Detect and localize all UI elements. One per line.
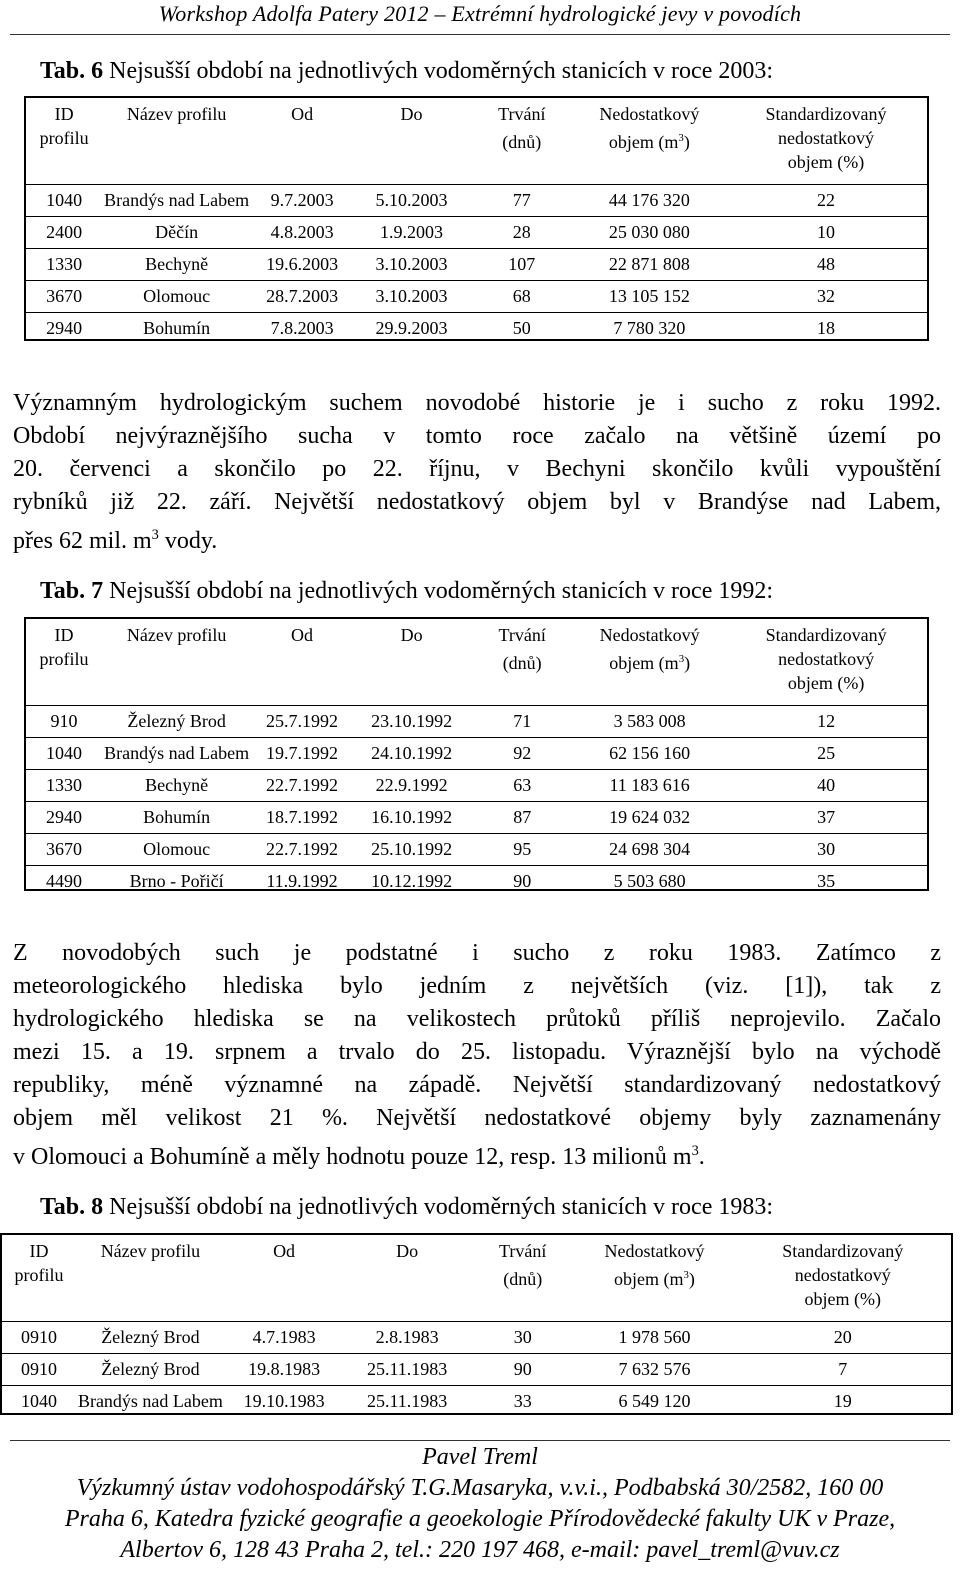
table-cell: 25 030 080: [574, 217, 725, 249]
table-cell: 20: [735, 1322, 951, 1354]
table-cell: 48: [725, 249, 927, 281]
table-cell: 63: [470, 770, 574, 802]
column-header: ID profilu: [14, 1241, 64, 1285]
table-cell: 19.10.1983: [225, 1386, 343, 1418]
table-row: [26, 249, 927, 281]
table6-label: Tab. 6: [40, 58, 104, 84]
column-header: Trvání (dnů): [499, 1241, 547, 1289]
paragraph-line: rybníků již 22. září. Největší nedostatkový objem byl v Brandýse nad Labem,: [13, 489, 941, 515]
table-cell: 24 698 304: [574, 834, 725, 866]
table-cell: 95: [470, 834, 574, 866]
table-cell: 7 780 320: [574, 313, 725, 345]
table-cell: 4.7.1983: [225, 1322, 343, 1354]
table-cell: 37: [725, 802, 927, 834]
paragraph-line: mezi 15. a 19. srpnem a trvalo do 25. listopadu. Výraznější bylo na východě: [13, 1039, 941, 1065]
table-cell: 29.9.2003: [353, 313, 470, 345]
table-cell: 77: [470, 185, 574, 217]
table-cell: Železný Brod: [76, 1354, 225, 1386]
table-cell: 18: [725, 313, 927, 345]
column-header: Název profilu: [100, 1241, 201, 1261]
table-cell: 19 624 032: [574, 802, 725, 834]
column-header: Trvání (dnů): [498, 625, 546, 673]
column-header: Do: [400, 625, 423, 645]
table-row: [26, 217, 927, 249]
table-cell: 13 105 152: [574, 281, 725, 313]
table-cell: 3.10.2003: [353, 281, 470, 313]
table-cell: Brandýs nad Labem: [76, 1386, 225, 1418]
table8-caption-text: Nejsušší období na jednotlivých vodoměrných stanicích v roce 1983:: [109, 1194, 774, 1220]
table-cell: 28: [470, 217, 574, 249]
footer-rule: [10, 1440, 950, 1441]
column-header: Od: [273, 1241, 296, 1261]
table-header-row: [26, 98, 927, 185]
table-cell: Brandýs nad Labem: [102, 185, 251, 217]
table-row: [2, 1386, 951, 1418]
table-cell: Bohumín: [102, 802, 251, 834]
table8: [2, 1235, 951, 1417]
paragraph-line: meteorologického hlediska bylo jedním z největších (viz. [1]), tak z: [13, 973, 941, 999]
table-cell: 12: [725, 706, 927, 738]
table-cell: 2940: [26, 802, 102, 834]
table-cell: Bohumín: [102, 313, 251, 345]
table-cell: 7.8.2003: [251, 313, 353, 345]
table-cell: 3670: [26, 834, 102, 866]
table-cell: 1040: [26, 738, 102, 770]
table-cell: 44 176 320: [574, 185, 725, 217]
column-header: Nedostatkový objem $(m^3)$: [599, 104, 700, 152]
table-row: [2, 1354, 951, 1386]
table-cell: 9.7.2003: [251, 185, 353, 217]
table6: [26, 98, 927, 344]
table6-caption-text: Nejsušší období na jednotlivých vodoměrných stanicích v roce 2003:: [109, 58, 774, 84]
column-header: Do: [396, 1241, 419, 1261]
running-header: Workshop Adolfa Patery 2012 – Extrémní hydrologické jevy v povodích: [158, 1, 802, 26]
footer-address-line: Praha 6, Katedra fyzické geografie a geoekologie Přírodovědecké fakulty UK v Praze,: [64, 1506, 896, 1532]
table-cell: 10: [725, 217, 927, 249]
header-rule: [10, 34, 950, 35]
table-cell: 68: [470, 281, 574, 313]
table-cell: 40: [725, 770, 927, 802]
column-header: Název profilu: [126, 625, 227, 645]
table-cell: 1040: [26, 185, 102, 217]
table-cell: 25.7.1992: [251, 706, 353, 738]
paragraph-1992: [13, 387, 941, 558]
table-cell: Děčín: [102, 217, 251, 249]
table-cell: 28.7.2003: [251, 281, 353, 313]
paragraph-line: v Olomouci a Bohumíně a měly hodnotu pouze 12, resp. 13 milionů $m^3$.: [13, 1143, 705, 1170]
column-header: ID profilu: [39, 625, 89, 669]
table-row: [26, 313, 927, 345]
column-header: Standardizovaný nedostatkový objem (%): [765, 625, 887, 693]
table-cell: 0910: [2, 1322, 76, 1354]
table-row: [26, 834, 927, 866]
table-cell: 3 583 008: [574, 706, 725, 738]
table8-label: Tab. 8: [40, 1194, 104, 1220]
table-cell: 4.8.2003: [251, 217, 353, 249]
column-header: Název profilu: [126, 104, 227, 124]
table-cell: 25.11.1983: [343, 1354, 471, 1386]
table-cell: 50: [470, 313, 574, 345]
table-cell: 30: [471, 1322, 574, 1354]
table-row: [2, 1322, 951, 1354]
table-cell: 2940: [26, 313, 102, 345]
column-header: ID profilu: [39, 104, 89, 148]
table-cell: 7: [735, 1354, 951, 1386]
footer-address: [0, 1473, 960, 1566]
table-cell: 1.9.2003: [353, 217, 470, 249]
footer-address-line: Výzkumný ústav vodohospodářský T.G.Masaryka, v.v.i., Podbabská 30/2582, 160 00: [76, 1475, 884, 1501]
table-cell: 22.7.1992: [251, 770, 353, 802]
table-cell: 5 503 680: [574, 866, 725, 898]
paragraph-line: přes 62 mil. $m^3$ vody.: [13, 527, 218, 554]
table-cell: 32: [725, 281, 927, 313]
table-cell: 19: [735, 1386, 951, 1418]
table-cell: Olomouc: [102, 834, 251, 866]
table-cell: Brandýs nad Labem: [102, 738, 251, 770]
footer-author: Pavel Treml: [422, 1444, 538, 1470]
table-cell: 16.10.1992: [353, 802, 470, 834]
table-cell: 0910: [2, 1354, 76, 1386]
column-header: Nedostatkový objem $(m^3)$: [599, 625, 700, 673]
table-row: [26, 706, 927, 738]
table-cell: 2.8.1983: [343, 1322, 471, 1354]
table-cell: 22.7.1992: [251, 834, 353, 866]
table-cell: 90: [471, 1354, 574, 1386]
table-cell: 71: [470, 706, 574, 738]
paragraph-line: Období nejvýraznějšího sucha v tomto roce začalo na většině území po: [13, 423, 941, 449]
column-header: Od: [291, 625, 314, 645]
table7-caption: [40, 578, 773, 605]
table-cell: 11.9.1992: [251, 866, 353, 898]
table-cell: 25.11.1983: [343, 1386, 471, 1418]
table-row: [26, 802, 927, 834]
table-cell: 3670: [26, 281, 102, 313]
column-header: Nedostatkový objem $(m^3)$: [604, 1241, 705, 1289]
table-cell: 30: [725, 834, 927, 866]
table-cell: Brno - Pořičí: [102, 866, 251, 898]
table-cell: 2400: [26, 217, 102, 249]
table-cell: 18.7.1992: [251, 802, 353, 834]
table-cell: 22.9.1992: [353, 770, 470, 802]
table7-label: Tab. 7: [40, 578, 104, 604]
table-cell: 107: [470, 249, 574, 281]
table-cell: 87: [470, 802, 574, 834]
table-row: [26, 770, 927, 802]
table-cell: 1330: [26, 770, 102, 802]
paragraph-1983: [13, 937, 941, 1174]
table-cell: Železný Brod: [102, 706, 251, 738]
table-header-row: [26, 619, 927, 706]
column-header: Od: [291, 104, 314, 124]
table-row: [26, 866, 927, 898]
table-cell: 4490: [26, 866, 102, 898]
table-row: [26, 738, 927, 770]
table-cell: Olomouc: [102, 281, 251, 313]
table-cell: 1330: [26, 249, 102, 281]
table-cell: 910: [26, 706, 102, 738]
column-header: Standardizovaný nedostatkový objem (%): [765, 104, 887, 172]
table-cell: 62 156 160: [574, 738, 725, 770]
table-cell: 35: [725, 866, 927, 898]
table-cell: 19.8.1983: [225, 1354, 343, 1386]
table7-caption-text: Nejsušší období na jednotlivých vodoměrných stanicích v roce 1992:: [109, 578, 774, 604]
table-cell: 6 549 120: [574, 1386, 734, 1418]
table-row: [26, 281, 927, 313]
table-cell: 25: [725, 738, 927, 770]
table-cell: 33: [471, 1386, 574, 1418]
table-header-row: [2, 1235, 951, 1322]
paragraph-line: Z novodobých such je podstatné i sucho z roku 1983. Zatímco z: [13, 940, 941, 966]
table-cell: 24.10.1992: [353, 738, 470, 770]
column-header: Standardizovaný nedostatkový objem (%): [782, 1241, 904, 1309]
table-cell: 90: [470, 866, 574, 898]
table-cell: 19.7.1992: [251, 738, 353, 770]
table-cell: 22: [725, 185, 927, 217]
paragraph-line: objem měl velikost 21 %. Největší nedostatkové objemy byly zaznamenány: [13, 1105, 941, 1131]
table6-caption: [40, 58, 773, 85]
table-cell: 19.6.2003: [251, 249, 353, 281]
column-header: Trvání (dnů): [498, 104, 546, 152]
table-cell: 23.10.1992: [353, 706, 470, 738]
paragraph-line: 20. červenci a skončilo po 22. říjnu, v Bechyni skončilo kvůli vypouštění: [13, 456, 941, 482]
table-cell: 22 871 808: [574, 249, 725, 281]
table7: [26, 619, 927, 897]
table-cell: 11 183 616: [574, 770, 725, 802]
table-cell: 25.10.1992: [353, 834, 470, 866]
table-cell: 1 978 560: [574, 1322, 734, 1354]
paragraph-line: Významným hydrologickým suchem novodobé historie je i sucho z roku 1992.: [13, 390, 941, 416]
table-cell: 5.10.2003: [353, 185, 470, 217]
column-header: Do: [400, 104, 423, 124]
table-cell: 1040: [2, 1386, 76, 1418]
paragraph-line: hydrologického hlediska se na velikostech průtoků příliš neprojevilo. Začalo: [13, 1006, 941, 1032]
table-row: [26, 185, 927, 217]
table-cell: Železný Brod: [76, 1322, 225, 1354]
table8-caption: [40, 1194, 773, 1221]
table-cell: Bechyně: [102, 249, 251, 281]
table-cell: 7 632 576: [574, 1354, 734, 1386]
footer-address-line: Albertov 6, 128 43 Praha 2, tel.: 220 197 468, e-mail: pavel_treml@vuv.cz: [120, 1537, 840, 1563]
table-cell: Bechyně: [102, 770, 251, 802]
table-cell: 3.10.2003: [353, 249, 470, 281]
table-cell: 10.12.1992: [353, 866, 470, 898]
paragraph-line: republiky, méně významné na západě. Největší standardizovaný nedostatkový: [13, 1072, 941, 1098]
table-cell: 92: [470, 738, 574, 770]
